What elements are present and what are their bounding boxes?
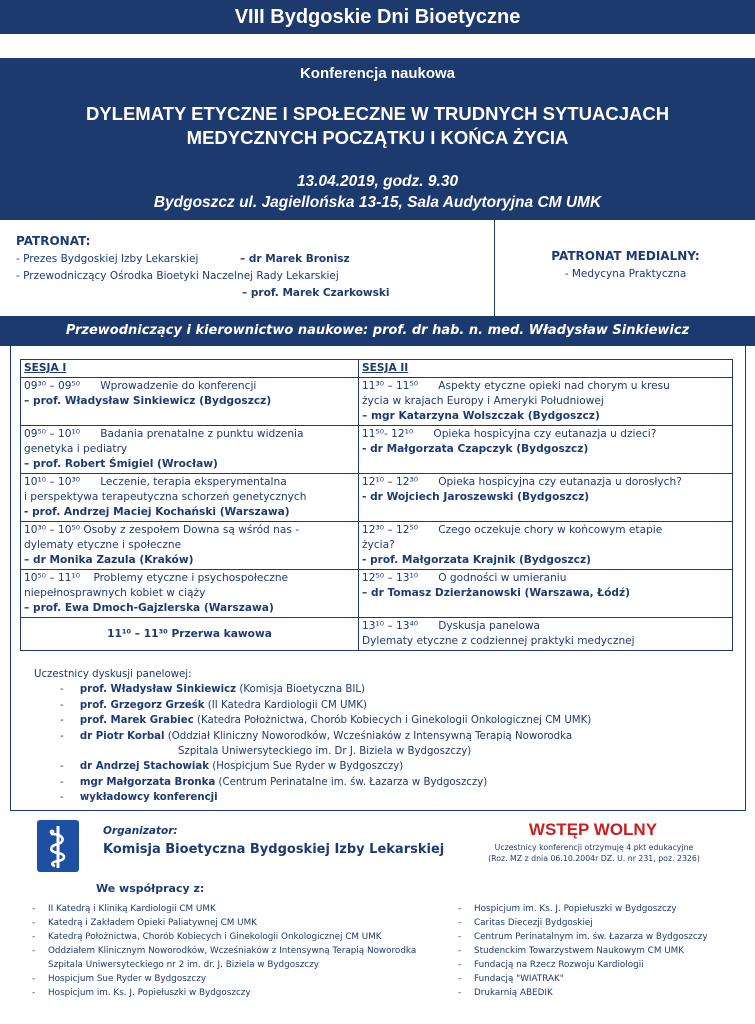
session-2-label: SESJA II: [359, 360, 733, 378]
talk-cell: [359, 522, 733, 570]
panel-subtitle: Dylematy etyczne z codziennej praktyki medycznej: [362, 635, 635, 647]
talk-title: Czego oczekuje chory w końcowym etapie: [438, 524, 663, 536]
table-row: [21, 570, 733, 618]
cooperation-heading: We współpracy z:: [96, 882, 205, 895]
list-item-continuation: Szpitala Uniwersyteckiego im. Dr J. Biziela w Bydgoszczy): [178, 746, 472, 758]
scientific-chair: Przewodniczący i kierownictwo naukowe: prof. dr hab. n. med. Władysław Sinkiewicz: [0, 316, 755, 346]
program-table: [20, 359, 733, 651]
talk-title-cont: dylematy etyczne i społeczne: [24, 539, 182, 551]
list-item: - Fundacją "WIATRAK": [446, 972, 746, 986]
media-patronage-heading: PATRONAT MEDIALNY:: [551, 249, 700, 263]
talk-title-cont: niepełnosprawnych kobiet w ciąży: [24, 587, 206, 599]
talk-title: Badania prenatalne z punktu widzenia: [100, 428, 304, 440]
talk-speaker: – dr Tomasz Dzierżanowski (Warszawa, Łódź): [362, 587, 630, 599]
coffee-break: 11¹⁰ – 11³⁰ Przerwa kawowa: [21, 618, 359, 651]
talk-speaker: – dr Monika Zazula (Kraków): [24, 554, 194, 566]
talk-cell: [359, 378, 733, 426]
talk-cell: [21, 426, 359, 474]
aesculapius-logo-icon: [37, 820, 79, 872]
list-item: - Oddziałem Klinicznym Noworodków, Wcześniaków z Intensywną Terapią Noworodka Szpitala Uniwersyteckiego nr 2 im. dr. J. Biziela w Bydgoszczy: [20, 944, 420, 972]
talk-speaker: - prof. Andrzej Maciej Kochański (Warszawa): [24, 506, 290, 518]
list-item: - prof. Władysław Sinkiewicz (Komisja Bioetyczna BIL): [60, 684, 365, 696]
list-item: - Hospicjum im. Ks. J. Popiełuszki w Bydgoszczy: [20, 986, 420, 1000]
conference-subtitle: Konferencja naukowa: [299, 65, 456, 82]
patronage-line-3: – prof. Marek Czarkowski: [242, 287, 390, 299]
talk-time: 12³⁰ – 12⁵⁰: [362, 524, 418, 536]
main-title-line-1: DYLEMATY ETYCZNE I SPOŁECZNE W TRUDNYCH SYTUACJACH: [85, 103, 670, 124]
list-item: - Centrum Perinatalnym im. św. Łazarza w Bydgoszczy: [446, 930, 746, 944]
talk-time: 10³⁰ – 10⁵⁰: [24, 524, 80, 536]
cooperation-list-right: [446, 902, 746, 1000]
talk-title-cont: genetyka i pediatry: [24, 443, 128, 455]
session-header-row: [21, 360, 733, 378]
talk-time: 13¹⁰ – 13⁴⁰: [362, 620, 418, 632]
organizer-name: Komisja Bioetyczna Bydgoskiej Izby Lekarskiej: [103, 842, 445, 857]
talk-title: Problemy etyczne i psychospołeczne: [93, 572, 289, 584]
talk-title: Leczenie, terapia eksperymentalna: [100, 476, 287, 488]
table-row: [21, 474, 733, 522]
list-item: - Studenckim Towarzystwem Naukowym CM UMK: [446, 944, 746, 958]
talk-time: 09⁵⁰ – 10¹⁰: [24, 428, 80, 440]
table-row: [21, 618, 733, 651]
talk-title: Osoby z zespołem Downa są wśród nas -: [83, 524, 300, 536]
talk-time: 11⁵⁰- 12¹⁰: [362, 428, 414, 440]
list-item: - II Katedrą i Kliniką Kardiologii CM UMK: [20, 902, 420, 916]
patronage-section: [0, 220, 755, 316]
talk-speaker: – prof. Robert Śmigiel (Wrocław): [24, 458, 218, 470]
list-item: - prof. Grzegorz Grześk (II Katedra Kardiologii CM UMK): [60, 699, 367, 711]
talk-cell: [21, 570, 359, 618]
talk-cell: [359, 426, 733, 474]
talk-time: 09³⁰ – 09⁵⁰: [24, 380, 80, 392]
talk-title: Aspekty etyczne opieki nad chorym u kresu: [438, 380, 670, 392]
date-venue: [0, 171, 755, 213]
talk-title-cont: życia?: [362, 539, 395, 551]
talk-time: 10¹⁰ – 10³⁰: [24, 476, 80, 488]
list-item: - Hospicjum im. Ks. J. Popiełuszki w Bydgoszczy: [446, 902, 746, 916]
talk-speaker: – mgr Katarzyna Wolszczak (Bydgoszcz): [362, 410, 600, 422]
talk-title: Opieka hospicyjna czy eutanazja u dorosłych?: [438, 476, 682, 488]
list-item: - wykładowcy konferencji: [60, 792, 218, 804]
talk-speaker: - dr Wojciech Jaroszewski (Bydgoszcz): [362, 491, 590, 503]
list-item: - Katedrą i Zakładem Opieki Paliatywnej CM UMK: [20, 916, 420, 930]
cooperation-list-left: [20, 902, 420, 1000]
media-patronage-box: [496, 220, 755, 316]
talk-title: Wprowadzenie do konferencji: [100, 380, 257, 392]
free-entry-label: WSTĘP WOLNY: [528, 820, 658, 839]
patronage-line-2: - Przewodniczący Ośrodka Bioetyki Naczelnej Rady Lekarskiej: [16, 270, 339, 282]
patronage-line-1: - Prezes Bydgoskiej Izby Lekarskiej: [16, 253, 199, 265]
patronage-line-1-name: – dr Marek Bronisz: [240, 253, 350, 265]
media-patronage-line: - Medycyna Praktyczna: [564, 268, 687, 280]
cme-note-line-2: (Roz. MZ z dnia 06.10.2004r DZ. U. nr 231, poz. 2326): [488, 854, 700, 863]
talk-title: Dyskusja panelowa: [438, 620, 541, 632]
talk-cell: [21, 474, 359, 522]
panel-discussion-cell: [359, 618, 733, 651]
patronage-box: [0, 220, 495, 316]
conference-date: 13.04.2019, godz. 9.30: [296, 173, 459, 190]
talk-cell: [359, 474, 733, 522]
talk-speaker: – prof. Władysław Sinkiewicz (Bydgoszcz): [24, 395, 272, 407]
organizer-label: Organizator:: [103, 825, 178, 837]
table-row: [21, 522, 733, 570]
list-item: - Drukarnią ABEDIK: [446, 986, 746, 1000]
talk-speaker: – prof. Ewa Dmoch-Gajzlerska (Warszawa): [24, 602, 274, 614]
list-item: - prof. Marek Grabiec (Katedra Położnictwa, Chorób Kobiecych i Ginekologii Onkologicznej CM UMK): [60, 715, 592, 727]
talk-time: 12¹⁰ – 12³⁰: [362, 476, 418, 488]
list-item: - Caritas Diecezji Bydgoskiej: [446, 916, 746, 930]
list-item: - Katedrą Położnictwa, Chorób Kobiecych i Ginekologii Onkologicznej CM UMK: [20, 930, 420, 944]
panel-heading: Uczestnicy dyskusji panelowej:: [34, 669, 192, 680]
list-item: - dr Andrzej Stachowiak (Hospicjum Sue Ryder w Bydgoszczy): [60, 761, 404, 773]
conference-header: [0, 58, 755, 220]
panel-participants: [20, 667, 733, 806]
talk-title-cont: życia w krajach Europy i Ameryki Południowej: [362, 395, 604, 407]
talk-cell: [21, 522, 359, 570]
talk-speaker: - prof. Małgorzata Krajnik (Bydgoszcz): [362, 554, 591, 566]
conference-main-title: [0, 102, 755, 150]
talk-title-cont: i perspektywa terapeutyczna schorzeń genetycznych: [24, 491, 307, 503]
talk-cell: [21, 378, 359, 426]
talk-speaker: - dr Małgorzata Czapczyk (Bydgoszcz): [362, 443, 589, 455]
table-row: [21, 378, 733, 426]
session-1-label: SESJA I: [21, 360, 359, 378]
list-item: - mgr Małgorzata Bronka (Centrum Perinatalne im. św. Łazarza w Bydgoszczy): [60, 776, 488, 788]
main-title-line-2: MEDYCZNYCH POCZĄTKU I KOŃCA ŻYCIA: [186, 127, 569, 148]
list-item: - dr Piotr Korbal (Oddział Kliniczny Noworodków, Wcześniaków z Intensywną Terapią Noworodka: [60, 730, 573, 742]
cme-points-note: [470, 842, 718, 864]
talk-time: 10⁵⁰ – 11¹⁰: [24, 572, 80, 584]
table-row: [21, 426, 733, 474]
talk-cell: [359, 570, 733, 618]
talk-time: 12⁵⁰ – 13¹⁰: [362, 572, 418, 584]
talk-title: Opieka hospicyjna czy eutanazja u dzieci?: [433, 428, 657, 440]
talk-title: O godności w umieraniu: [438, 572, 567, 584]
conference-venue: Bydgoszcz ul. Jagiellońska 13-15, Sala Audytoryjna CM UMK: [153, 194, 602, 211]
talk-time: 11³⁰ – 11⁵⁰: [362, 380, 418, 392]
patronage-heading: PATRONAT:: [16, 234, 91, 248]
list-item: - Fundacją na Rzecz Rozwoju Kardiologii: [446, 958, 746, 972]
event-title: VIII Bydgoskie Dni Bioetyczne: [0, 0, 755, 34]
list-item: - Hospicjum Sue Ryder w Bydgoszczy: [20, 972, 420, 986]
cme-note-line-1: Uczestnicy konferencji otrzymuję 4 pkt edukacyjne: [494, 843, 694, 852]
